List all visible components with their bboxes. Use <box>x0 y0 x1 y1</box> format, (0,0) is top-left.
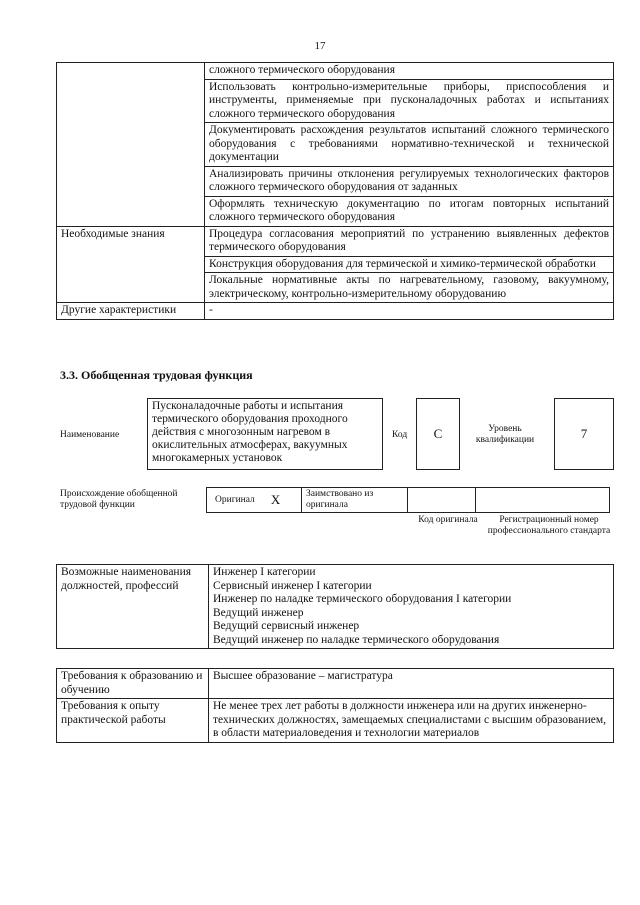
table-cell-right: Документировать расхождения результатов испытаний сложного термического оборудования с требованиями нормативно-технической и технической документации <box>205 123 614 167</box>
reg-number-cell <box>476 487 610 513</box>
table-cell-right: Конструкция оборудования для термической и химико-термической обработки <box>205 256 614 273</box>
positions-table <box>56 564 614 649</box>
code-value: C <box>416 398 460 470</box>
reg-number-label: Регистрационный номер профессионального стандарта <box>487 515 611 536</box>
table-row <box>57 303 614 320</box>
education-value: Высшее образование – магистратура <box>209 669 614 699</box>
table-row <box>57 565 614 649</box>
section-title: 3.3. Обобщенная трудовая функция <box>60 368 253 382</box>
table-cell-right: сложного термического оборудования <box>205 63 614 80</box>
function-name-value: Пусконаладочные работы и испытания термического оборудования проходного действия с многозонным нагревом в окислительных атмосферах, вакуумных многокамерных установок <box>147 398 383 470</box>
code-original-label: Код оригинала <box>418 515 478 525</box>
table-cell-right: Локальные нормативные акты по нагревательному, газовому, вакуумному, электрическому, контрольно-измерительному оборудованию <box>205 273 614 303</box>
origin-label: Происхождение обобщенной трудовой функции <box>60 489 178 510</box>
original-mark: X <box>270 492 281 507</box>
table-cell-left <box>57 63 205 227</box>
education-label: Требования к образованию и обучению <box>57 669 209 699</box>
requirements-table <box>56 668 614 743</box>
list-item: Сервисный инженер I категории <box>213 579 372 592</box>
origin-row <box>206 487 610 513</box>
original-label: Оригинал <box>215 495 255 505</box>
list-item: Ведущий инженер по наладке термического оборудования <box>213 633 500 646</box>
table-cell-right: Оформлять техническую документацию по итогам повторных испытаний сложного термического оборудования <box>205 196 614 226</box>
table-row <box>57 226 614 256</box>
positions-list <box>209 565 614 649</box>
table-row <box>57 63 614 80</box>
code-original-cell <box>408 487 476 513</box>
knowledge-label: Необходимые знания <box>57 226 205 303</box>
table-cell-right: Процедура согласования мероприятий по устранению выявленных дефектов термического оборудования <box>205 226 614 256</box>
table-cell-right: Анализировать причины отклонения регулируемых технологических факторов сложного термического оборудования от заданных <box>205 166 614 196</box>
table-cell-right: - <box>205 303 614 320</box>
positions-label: Возможные наименования должностей, профессий <box>57 565 209 649</box>
code-label: Код <box>392 430 408 440</box>
qualification-level-value: 7 <box>554 398 614 470</box>
page-number: 17 <box>314 40 326 52</box>
list-item: Инженер по наладке термического оборудования I категории <box>213 593 512 605</box>
list-item: Ведущий инженер <box>213 606 304 619</box>
other-characteristics-label: Другие характеристики <box>57 303 205 320</box>
experience-value: Не менее трех лет работы в должности инженера или на других инженерно-технических должностях, замещаемых специалистами с высшим образованием, в области материаловедения и технологии материалов <box>209 699 614 743</box>
table-cell-right: Использовать контрольно-измерительные приборы, приспособления и инструменты, применяемые при пусконаладочных работах и испытаниях сложного термического оборудования <box>205 79 614 123</box>
skills-knowledge-table <box>56 62 614 320</box>
experience-label: Требования к опыту практической работы <box>57 699 209 743</box>
table-row <box>57 699 614 743</box>
borrowed-label: Заимствовано из оригинала <box>302 487 408 513</box>
qualification-level-label: Уровень квалификации <box>475 424 535 445</box>
original-cell <box>206 487 302 513</box>
name-label: Наименование <box>60 430 120 440</box>
list-item: Ведущий сервисный инженер <box>213 620 360 632</box>
table-row <box>57 669 614 699</box>
list-item: Инженер I категории <box>213 566 316 578</box>
